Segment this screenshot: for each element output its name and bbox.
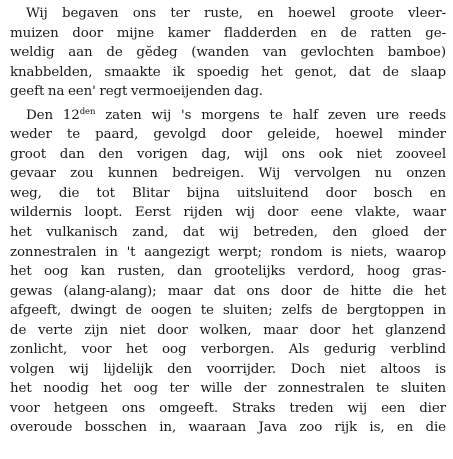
text-line: geeft na een' regt vermoeijenden dag.: [10, 84, 263, 100]
text-line: het vulkanisch zand, dat wij betreden, den gloed der: [10, 225, 446, 241]
text-line: het oog kan rusten, dan grootelijks verdord, hoog gras-: [10, 264, 446, 280]
text-line: overoude bosschen in, waaraan Java zoo rijk is, en die: [10, 420, 446, 436]
text-line: afgeeft, dwingt de oogen te sluiten; zelfs de bergtoppen in: [10, 303, 446, 319]
text-line: het noodig het oog ter wille der zonnestralen te sluiten: [10, 381, 446, 397]
text-line: Wij begaven ons ter ruste, en hoewel groote vleer-: [26, 6, 446, 21]
paragraph-1: [10, 4, 446, 102]
date-day: Den 12: [26, 107, 80, 123]
text-line: de verte zijn niet door wolken, maar door het glanzend: [10, 322, 446, 338]
text-line: zonlicht, voor het oog verborgen. Als gedurig verblind: [10, 342, 446, 358]
text-line: zonnestralen in 't aangezigt werpt; rondom is niets, waarop: [10, 244, 446, 260]
text-line: gewas (alang-alang); maar dat ons door de hitte die het: [10, 283, 446, 299]
text-line: weder te paard, gevolgd door geleide, hoewel minder: [10, 127, 446, 143]
text-line: volgen wij lijdelijk den voorrijder. Doch niet altoos is: [10, 361, 446, 377]
text-line: weg, die tot Blitar bijna uitsluitend door bosch en: [10, 185, 446, 201]
text-line: wildernis loopt. Eerst rijden wij door eene vlakte, waar: [10, 205, 446, 221]
text-line: groot dan den vorigen dag, wijl ons ook niet zooveel: [10, 146, 446, 162]
text-line: gevaar zou kunnen bedreigen. Wij vervolgen nu onzen: [10, 166, 446, 182]
book-page: [10, 4, 446, 438]
text-line: [10, 106, 446, 126]
text-line: weldig aan de gĕdeg (wanden van gevlochten bamboe): [10, 45, 446, 61]
text-line: knabbelden, smaakte ik spoedig het genot, dat de slaap: [10, 64, 446, 80]
text-line-rest: zaten wij 's morgens te half zeven ure reeds: [95, 107, 446, 123]
text-line: muizen door mijne kamer fladderden en de ratten ge-: [10, 25, 446, 41]
date-suffix: den: [79, 106, 96, 117]
paragraph-2: [10, 106, 446, 438]
text-line: voor hetgeen ons omgeeft. Straks treden wij een dier: [10, 400, 446, 416]
